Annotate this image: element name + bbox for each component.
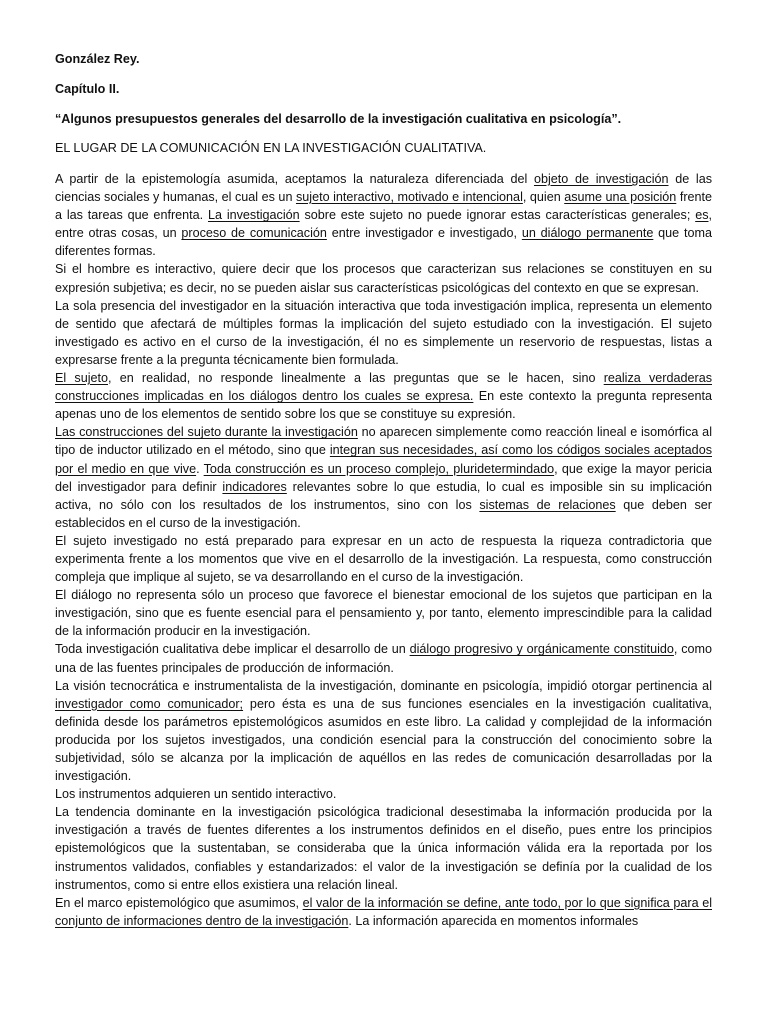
- paragraph: [55, 260, 712, 296]
- text-run: , como una de las fuentes principales de producción de información.: [55, 642, 712, 675]
- text-run: Si el hombre es interactivo, quiere decir que los procesos que caracterizan sus relaciones se constituyen en su expresión subjetiva; es decir, no se pueden aislar sus características psicológicas del contexto en que se expresan.: [55, 262, 712, 295]
- text-run: no aparecen simplemente como reacción lineal e isomórfica al tipo de inductor utilizado en el método, sino que: [55, 425, 712, 458]
- text-run: de las ciencias sociales y humanas, el cual es un: [55, 172, 712, 205]
- text-run: , entre otras cosas, un: [55, 208, 712, 241]
- underlined-text: El sujeto: [55, 371, 109, 386]
- section-title: EL LUGAR DE LA COMUNICACIÓN EN LA INVESTIGACIÓN CUALITATIVA.: [55, 141, 487, 155]
- text-run: frente a las tareas que enfrenta.: [55, 190, 713, 223]
- text-run: En el marco epistemológico que asumimos,: [55, 895, 303, 910]
- text-run: , quien: [522, 190, 565, 205]
- text-run: pero ésta es una de sus funciones esenciales en la investigación cualitativa, definida desde los parámetros epistemológicos asumidos en este libro. La calidad y complejidad de la información producida por los sujetos investigados, una condición esencial para la construcción del conocimiento sobre la subjetividad, sólo se alcanza por la implicación de aquéllos en las redes de comunicación desarrolladas por la investigación.: [55, 696, 713, 784]
- text-run: A partir de la epistemología asumida, aceptamos la naturaleza diferenciada del: [55, 172, 534, 186]
- paragraph: [55, 532, 712, 586]
- text-run: entre investigador e investigado,: [326, 226, 522, 241]
- underlined-text: indicadores: [222, 479, 287, 494]
- text-run: El diálogo no representa sólo un proceso que favorece el bienestar emocional de los sujetos que participan en la investigación, sino que es fuente esencial para el pensamiento y, por tanto, elemento imprescindible para la calidad de la información producir en la investigación.: [55, 588, 712, 639]
- text-run: Los instrumentos adquieren un sentido interactivo.: [55, 787, 337, 802]
- text-run: . La información aparecida en momentos informales: [348, 913, 639, 928]
- paragraph: [55, 586, 712, 640]
- body-text: [55, 170, 712, 930]
- paragraph: [55, 170, 712, 260]
- underlined-text: el valor de la información se define, ante todo, por lo que significa para el conjunto de informaciones dentro de la investigación: [55, 895, 712, 928]
- chapter-heading: Capítulo II.: [55, 82, 120, 96]
- underlined-text: asume una posición: [564, 190, 677, 205]
- text-run: .: [196, 461, 204, 476]
- paragraph: [55, 423, 712, 532]
- paragraph: [55, 297, 712, 369]
- text-run: La visión tecnocrática e instrumentalista de la investigación, dominante en psicología, impidió otorgar pertinencia al: [55, 678, 712, 693]
- paragraph: [55, 640, 712, 676]
- paragraph: [55, 785, 712, 803]
- underlined-text: proceso de comunicación: [181, 226, 327, 241]
- text-run: que toma diferentes formas.: [55, 226, 713, 259]
- text-run: La tendencia dominante en la investigación psicológica tradicional desestimaba la información producida por la investigación a través de fuentes diferentes a los instrumentos definidos en el diseño, pues entre los principios epistemológicos que la sustentaban, se consideraba que la única información válida era la reportada por los instrumentos validados, confiables y estandarizados: el valor de la investigación se definía por la cualidad de los instrumentos, como si entre ellos existiera una relación lineal.: [55, 805, 712, 892]
- text-run: relevantes sobre lo que estudia, lo cual es imposible sin su implicación activa, no sólo con los resultados de los instrumentos, sino con los: [55, 479, 712, 512]
- author-heading: González Rey.: [55, 52, 140, 66]
- underlined-text: sistemas de relaciones: [479, 497, 616, 512]
- underlined-text: un diálogo permanente: [521, 226, 654, 241]
- text-run: En este contexto la pregunta representa apenas uno de los elementos de sentido sobre los que se constituye su expresión.: [55, 389, 712, 422]
- underlined-text: integran sus necesidades, así como los códigos sociales aceptados por el medio en que vive: [55, 443, 712, 476]
- underlined-text: Toda construcción es un proceso complejo, pluridetermindado: [203, 461, 555, 476]
- paragraph: [55, 894, 712, 930]
- text-run: sobre este sujeto no puede ignorar estas características generales;: [299, 208, 696, 223]
- underlined-text: diálogo progresivo y orgánicamente constituido: [409, 642, 674, 657]
- underlined-text: sujeto interactivo, motivado e intencional: [295, 190, 523, 205]
- paragraph: [55, 803, 712, 893]
- text-run: La sola presencia del investigador en la situación interactiva que toda investigación implica, representa un elemento de sentido que afectará de múltiples formas la implicación del sujeto estudiado con la investigación. El sujeto investigado es activo en el curso de la investigación, él no es simplemente un reservorio de respuestas, listas a expresarse frente a la pregunta técnicamente bien formulada.: [55, 298, 712, 367]
- underlined-text: objeto de investigación: [533, 172, 669, 186]
- paragraph: [55, 369, 712, 423]
- underlined-text: La investigación: [207, 208, 300, 223]
- chapter-title: “Algunos presupuestos generales del desarrollo de la investigación cualitativa en psicología”.: [55, 112, 622, 126]
- text-run: que deben ser establecidos en el curso de la investigación.: [55, 497, 712, 530]
- text-run: Toda investigación cualitativa debe implicar el desarrollo de un: [55, 642, 410, 657]
- text-run: , que exige la mayor pericia del investigador para definir: [55, 461, 712, 494]
- text-run: El sujeto investigado no está preparado para expresar en un acto de respuesta la riqueza contradictoria que experimenta frente a los momentos que vive en el desarrollo de la investigación. La respuesta, como construcción compleja que implique al sujeto, se va desarrollando en el curso de la investigación.: [55, 533, 712, 585]
- underlined-text: Las construcciones del sujeto durante la investigación: [55, 425, 358, 440]
- underlined-text: realiza verdaderas construcciones implicadas en los diálogos dentro los cuales se expresa.: [55, 371, 712, 404]
- underlined-text: es: [695, 208, 709, 223]
- paragraph: [55, 677, 712, 786]
- text-run: , en realidad, no responde linealmente a las preguntas que se le hacen, sino: [108, 371, 604, 386]
- underlined-text: investigador como comunicador;: [55, 696, 244, 711]
